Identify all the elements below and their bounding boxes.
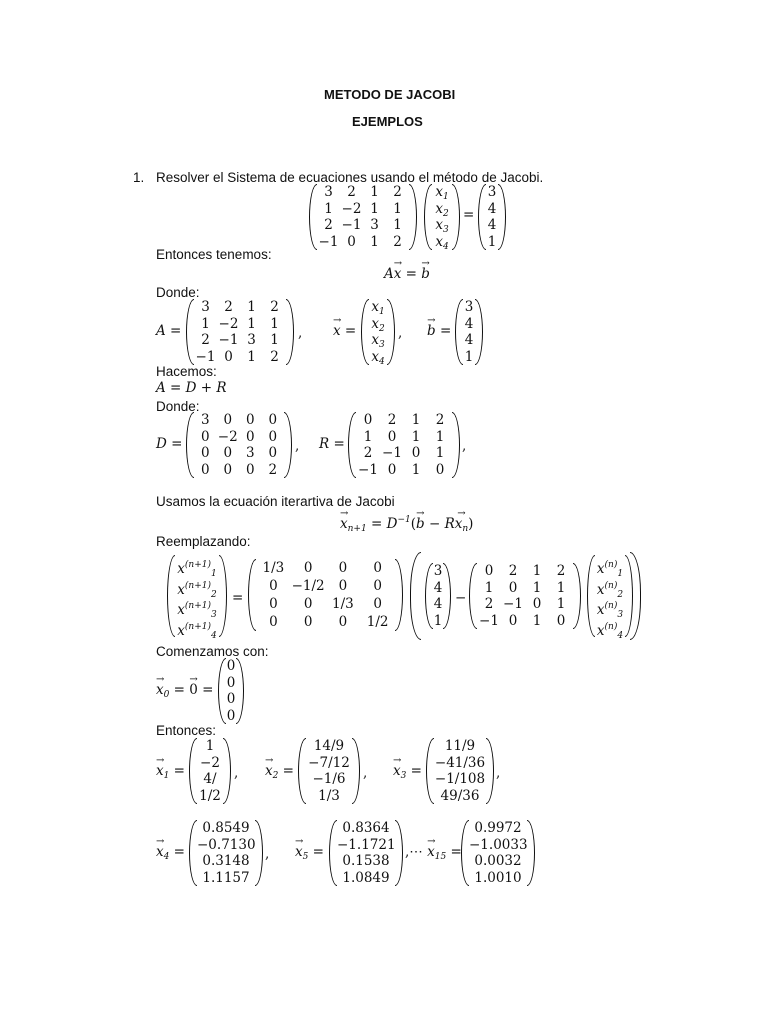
- matrix-cell: 0: [226, 658, 236, 674]
- comma: ,: [496, 765, 501, 781]
- matrix-cell: 4: [433, 579, 443, 596]
- matrix-cell: 1: [370, 200, 379, 217]
- matrix-row: [348, 429, 460, 446]
- matrix-row: [309, 184, 417, 201]
- matrix-row: [248, 613, 403, 631]
- page-title: METODO DE JACOBI: [324, 87, 456, 102]
- matrix-cell: 0: [373, 560, 382, 576]
- x3-vector: [426, 738, 494, 804]
- matrix-row: [469, 563, 581, 580]
- comma: ,: [298, 325, 303, 341]
- comma: ,: [265, 846, 270, 862]
- b-vector-in-formula: [425, 563, 451, 629]
- matrix-row: [469, 613, 581, 630]
- x1-vector: [189, 738, 231, 804]
- matrix-cell: −1: [479, 612, 499, 629]
- matrix-row: [189, 870, 263, 887]
- matrix-cell: 1: [532, 612, 542, 629]
- matrix-cell: −2: [217, 428, 238, 445]
- matrix-cell: 1: [393, 217, 402, 233]
- big-right-paren: [630, 552, 641, 640]
- current-iterate-vector: [587, 555, 633, 641]
- x2-vector: [298, 738, 360, 804]
- matrix-row: [186, 349, 294, 366]
- matrix-cell: 2: [324, 217, 333, 233]
- matrix-row: [248, 577, 403, 595]
- matrix-cell: 1: [411, 428, 421, 445]
- donde-label-2: Donde:: [156, 399, 200, 414]
- matrix-cell: 3: [464, 299, 474, 315]
- matrix-cell: 1: [556, 596, 566, 612]
- vector-x-label: → x =: [333, 325, 356, 339]
- matrix-cell: x(n+1)1: [177, 560, 217, 579]
- hacemos-label: Hacemos:: [156, 364, 217, 379]
- matrix-row: [461, 837, 535, 854]
- matrix-cell: 0.8549: [202, 820, 250, 836]
- matrix-cell: 0: [200, 461, 210, 478]
- matrix-a-label: A =: [156, 323, 182, 339]
- matrix-cell: 1: [324, 200, 333, 217]
- entonces-tenemos-label: Entonces tenemos:: [156, 247, 272, 262]
- matrix-row: [329, 820, 403, 837]
- matrix-cell: x(n)1: [596, 560, 624, 579]
- matrix-cell: x(n)4: [596, 621, 624, 641]
- matrix-cell: 0.3148: [202, 853, 250, 869]
- matrix-row: [298, 771, 360, 788]
- matrix-cell: x(n)3: [596, 601, 624, 620]
- matrix-row: [329, 870, 403, 887]
- matrix-cell: 0: [347, 233, 356, 250]
- matrix-cell: 2: [393, 184, 402, 200]
- matrix-cell: x1: [371, 299, 385, 317]
- matrix-cell: 0: [411, 445, 421, 461]
- matrix-row: [469, 596, 581, 613]
- matrix-cell: 0: [484, 563, 494, 579]
- matrix-cell: 0: [200, 428, 210, 445]
- matrix-cell: −1.0033: [469, 836, 528, 853]
- x5-vector: [329, 820, 403, 886]
- matrix-cell: 2: [556, 563, 566, 579]
- matrix-cell: 4: [464, 332, 474, 348]
- matrix-row: [186, 445, 292, 462]
- matrix-cell: 1: [487, 233, 497, 250]
- problem-statement: Resolver el Sistema de ecuaciones usando el método de Jacobi.: [156, 170, 544, 185]
- matrix-row: [167, 555, 227, 579]
- matrix-cell: 2: [363, 445, 373, 461]
- matrix-cell: 1: [363, 428, 373, 445]
- matrix-cell: 0: [387, 461, 397, 478]
- matrix-cell: 2: [484, 596, 494, 612]
- matrix-row: [167, 576, 227, 600]
- matrix-row: [309, 217, 417, 234]
- matrix-cell: 1: [532, 563, 542, 579]
- matrix-cell: 1.0849: [342, 869, 390, 886]
- equals-sign: =: [232, 590, 244, 606]
- matrix-cell: 0: [303, 560, 313, 576]
- matrix-cell: 2: [201, 332, 210, 348]
- matrix-cell: 1: [556, 579, 566, 596]
- matrix-row: [189, 853, 263, 870]
- matrix-cell: 0: [268, 412, 278, 428]
- donde-label: Donde:: [156, 285, 200, 300]
- matrix-cell: 1: [201, 315, 210, 332]
- matrix-cell: 1: [433, 612, 443, 629]
- x2-label: → $x_2$ =: [265, 765, 294, 781]
- matrix-cell: 49/36: [440, 787, 480, 804]
- matrix-row: [469, 580, 581, 597]
- matrix-cell: 2: [387, 412, 397, 428]
- matrix-row: [186, 462, 292, 479]
- matrix-cell: 0: [435, 461, 445, 478]
- matrix-d-label: D =: [156, 436, 183, 452]
- matrix-cell: 1/2: [199, 787, 221, 804]
- matrix-cell: 0: [373, 596, 382, 612]
- matrix-cell: 2: [508, 563, 518, 579]
- vector-b-label: → b =: [427, 325, 451, 339]
- axb-equation: A→ x = → b: [384, 268, 430, 282]
- matrix-cell: 0: [223, 412, 233, 428]
- matrix-row: [248, 559, 403, 577]
- matrix-row: [309, 201, 417, 218]
- matrix-row: [329, 853, 403, 870]
- matrix-cell: 1: [270, 315, 279, 332]
- matrix-cell: 2: [270, 348, 279, 365]
- matrix-cell: 2: [347, 184, 356, 200]
- matrix-cell: 1: [247, 348, 256, 365]
- matrix-cell: 0: [245, 428, 255, 445]
- matrix-cell: 1/3: [318, 787, 340, 804]
- matrix-cell: 3: [201, 299, 210, 315]
- comma: ,: [398, 325, 403, 341]
- matrix-cell: 0: [303, 596, 313, 612]
- matrix-row: [186, 332, 294, 349]
- matrix-cell: 2: [268, 461, 278, 478]
- matrix-row: [189, 820, 263, 837]
- matrix-cell: −2: [200, 754, 220, 771]
- matrix-row: [426, 771, 494, 788]
- matrix-cell: 3: [433, 563, 443, 579]
- matrix-cell: 3: [487, 184, 497, 200]
- comma: ,: [295, 438, 300, 454]
- matrix-cell: −1: [358, 461, 378, 478]
- matrix-cell: 3: [247, 332, 256, 348]
- matrix-cell: 0.9972: [474, 820, 522, 836]
- comma: ,: [234, 765, 239, 781]
- matrix-row: [298, 788, 360, 805]
- matrix-cell: 1: [464, 348, 474, 365]
- matrix-cell: 0: [338, 614, 348, 630]
- matrix-cell: 1: [411, 412, 421, 428]
- matrix-cell: 2: [270, 299, 279, 315]
- matrix-cell: x3: [371, 332, 385, 350]
- matrix-cell: 0: [373, 578, 382, 594]
- matrix-cell: 1/2: [366, 614, 389, 630]
- matrix-cell: 0: [387, 428, 397, 445]
- matrix-cell: x(n+1)4: [177, 621, 217, 641]
- x3-label: → $x_3$ =: [393, 765, 422, 781]
- x0-vector: [218, 658, 244, 724]
- matrix-cell: −1: [318, 233, 339, 250]
- matrix-cell: x(n+1)3: [177, 601, 217, 620]
- matrix-cell: 1: [393, 200, 402, 217]
- matrix-cell: 0: [508, 579, 518, 596]
- matrix-cell: 0: [224, 348, 233, 365]
- matrix-row: [461, 853, 535, 870]
- matrix-cell: −1: [195, 348, 216, 365]
- matrix-cell: 2: [393, 233, 402, 250]
- matrix-cell: 3: [324, 184, 333, 200]
- matrix-cell: −1/6: [312, 771, 346, 787]
- matrix-cell: 0: [269, 614, 278, 630]
- matrix-cell: 1: [247, 315, 256, 332]
- matrix-row: [426, 738, 494, 755]
- matrix-row: [167, 596, 227, 620]
- matrix-cell: 1: [247, 299, 256, 315]
- matrix-cell: −7/12: [308, 754, 350, 771]
- matrix-cell: −1: [503, 596, 523, 612]
- matrix-cell: 3: [370, 217, 379, 233]
- matrix-cell: 0.0032: [474, 853, 522, 869]
- d-inverse-matrix: [248, 559, 403, 631]
- iterative-equation-text: Usamos la ecuación iterartiva de Jacobi: [156, 494, 395, 509]
- matrix-row: [186, 429, 292, 446]
- matrix-cell: −1/108: [434, 771, 486, 787]
- matrix-cell: 3: [200, 412, 210, 428]
- x4-label: → $x_4$ =: [156, 846, 185, 862]
- matrix-cell: 4: [487, 200, 497, 217]
- matrix-cell: 1/3: [332, 596, 354, 612]
- comma: ,: [363, 765, 368, 781]
- comma: ,: [462, 438, 467, 454]
- matrix-r: [348, 412, 460, 478]
- matrix-cell: 0: [226, 707, 236, 724]
- matrix-row: [309, 234, 417, 251]
- matrix-a: [186, 299, 294, 365]
- matrix-cell: 1: [411, 461, 421, 478]
- system-matrix: [309, 184, 417, 250]
- matrix-row: [426, 755, 494, 772]
- matrix-row: [461, 820, 535, 837]
- matrix-cell: x2: [435, 200, 449, 219]
- matrix-cell: −0.7130: [197, 836, 256, 853]
- matrix-cell: 0: [245, 412, 255, 428]
- matrix-row: [298, 738, 360, 755]
- matrix-cell: 1: [205, 738, 215, 754]
- matrix-cell: 0.8364: [342, 820, 390, 836]
- matrix-cell: −2: [218, 315, 239, 332]
- matrix-cell: 0: [200, 445, 210, 461]
- lhs-next-iterate-vector: [167, 555, 227, 641]
- x5-label: → $x_5$ =: [295, 846, 324, 862]
- matrix-cell: 1: [435, 445, 445, 461]
- matrix-cell: 4: [487, 217, 497, 233]
- matrix-row: [426, 788, 494, 805]
- matrix-row: [167, 617, 227, 641]
- matrix-cell: 0: [363, 412, 373, 428]
- matrix-cell: 2: [435, 412, 445, 428]
- r-matrix-in-formula: [469, 563, 581, 629]
- item-number: 1.: [133, 170, 145, 185]
- matrix-row: [186, 412, 292, 429]
- system-rhs-vector: [478, 184, 506, 250]
- entonces-label: Entonces:: [156, 723, 217, 738]
- matrix-cell: x(n)2: [596, 580, 624, 600]
- matrix-cell: x4: [435, 233, 449, 252]
- x0-label: → $x_0$ = → 0 =: [156, 684, 213, 700]
- matrix-cell: −1/2: [291, 578, 325, 594]
- matrix-cell: 1: [370, 184, 379, 200]
- matrix-cell: 0.1538: [342, 853, 390, 869]
- matrix-row: [348, 462, 460, 479]
- matrix-d: [186, 412, 292, 478]
- matrix-cell: −1.1721: [337, 836, 396, 853]
- x1-label: → $x_1$ =: [156, 765, 185, 781]
- matrix-cell: 1: [270, 332, 279, 348]
- matrix-cell: 3: [245, 445, 255, 461]
- matrix-cell: 0: [532, 596, 542, 612]
- matrix-cell: 1: [484, 579, 494, 596]
- matrix-cell: −1: [341, 217, 362, 233]
- matrix-cell: 11/9: [444, 738, 476, 754]
- matrix-cell: 0: [338, 560, 348, 576]
- matrix-row: [189, 837, 263, 854]
- matrix-row: [186, 299, 294, 316]
- matrix-cell: x3: [435, 217, 449, 235]
- matrix-cell: x2: [371, 315, 385, 334]
- matrix-row: [329, 837, 403, 854]
- page-subtitle: EJEMPLOS: [352, 114, 423, 129]
- matrix-cell: 0: [226, 691, 236, 707]
- matrix-cell: 1: [532, 579, 542, 596]
- matrix-cell: 1: [435, 428, 445, 445]
- matrix-cell: 0: [303, 614, 313, 630]
- matrix-cell: 1/3: [262, 560, 285, 576]
- matrix-cell: 0: [245, 461, 255, 478]
- matrix-cell: 4: [464, 315, 474, 332]
- matrix-cell: 0: [508, 612, 518, 629]
- jacobi-iterative-formula: → $x_{n+1} = D^{-1}(\to b - R\to x_n)$: [340, 516, 473, 534]
- matrix-cell: x4: [371, 348, 385, 367]
- matrix-row: [186, 316, 294, 333]
- x15-vector: [461, 820, 535, 886]
- matrix-row: [348, 445, 460, 462]
- decomposition-equation: A = D + R: [156, 380, 227, 396]
- matrix-r-label: R =: [319, 436, 345, 452]
- matrix-cell: 0: [268, 428, 278, 445]
- matrix-row: [461, 870, 535, 887]
- vector-x: [361, 299, 395, 365]
- matrix-cell: 1.1157: [202, 869, 250, 886]
- x15-label: ,⋯ → $x_{15}$ =: [405, 846, 462, 862]
- x4-vector: [189, 820, 263, 886]
- matrix-row: [298, 755, 360, 772]
- matrix-cell: 0: [556, 612, 566, 629]
- matrix-row: [348, 412, 460, 429]
- matrix-cell: 0: [226, 674, 236, 691]
- matrix-cell: 0: [268, 445, 278, 461]
- matrix-cell: 2: [224, 299, 233, 315]
- matrix-cell: −41/36: [434, 754, 486, 771]
- matrix-cell: 4/: [203, 771, 217, 787]
- matrix-cell: 0: [269, 578, 278, 594]
- matrix-cell: x(n+1)2: [177, 580, 217, 600]
- matrix-cell: 4: [433, 596, 443, 612]
- big-left-paren: [410, 552, 421, 640]
- matrix-cell: −1: [382, 445, 402, 461]
- comenzamos-label: Comenzamos con:: [156, 644, 269, 659]
- matrix-cell: 0: [269, 596, 278, 612]
- matrix-row: [248, 595, 403, 613]
- reemplazando-label: Reemplazando:: [156, 534, 251, 549]
- matrix-cell: 0: [338, 578, 348, 594]
- matrix-cell: −2: [341, 200, 362, 217]
- matrix-cell: 0: [223, 461, 233, 478]
- matrix-cell: 14/9: [313, 738, 345, 754]
- matrix-cell: 1: [370, 233, 379, 250]
- vector-b: [455, 299, 483, 365]
- matrix-cell: 1.0010: [474, 869, 522, 886]
- equals-sign: =: [463, 207, 475, 223]
- matrix-cell: x1: [435, 184, 449, 202]
- system-unknowns-vector: [424, 184, 460, 250]
- matrix-cell: −1: [218, 332, 239, 348]
- minus-sign: −: [455, 590, 467, 606]
- matrix-cell: 0: [223, 445, 233, 461]
